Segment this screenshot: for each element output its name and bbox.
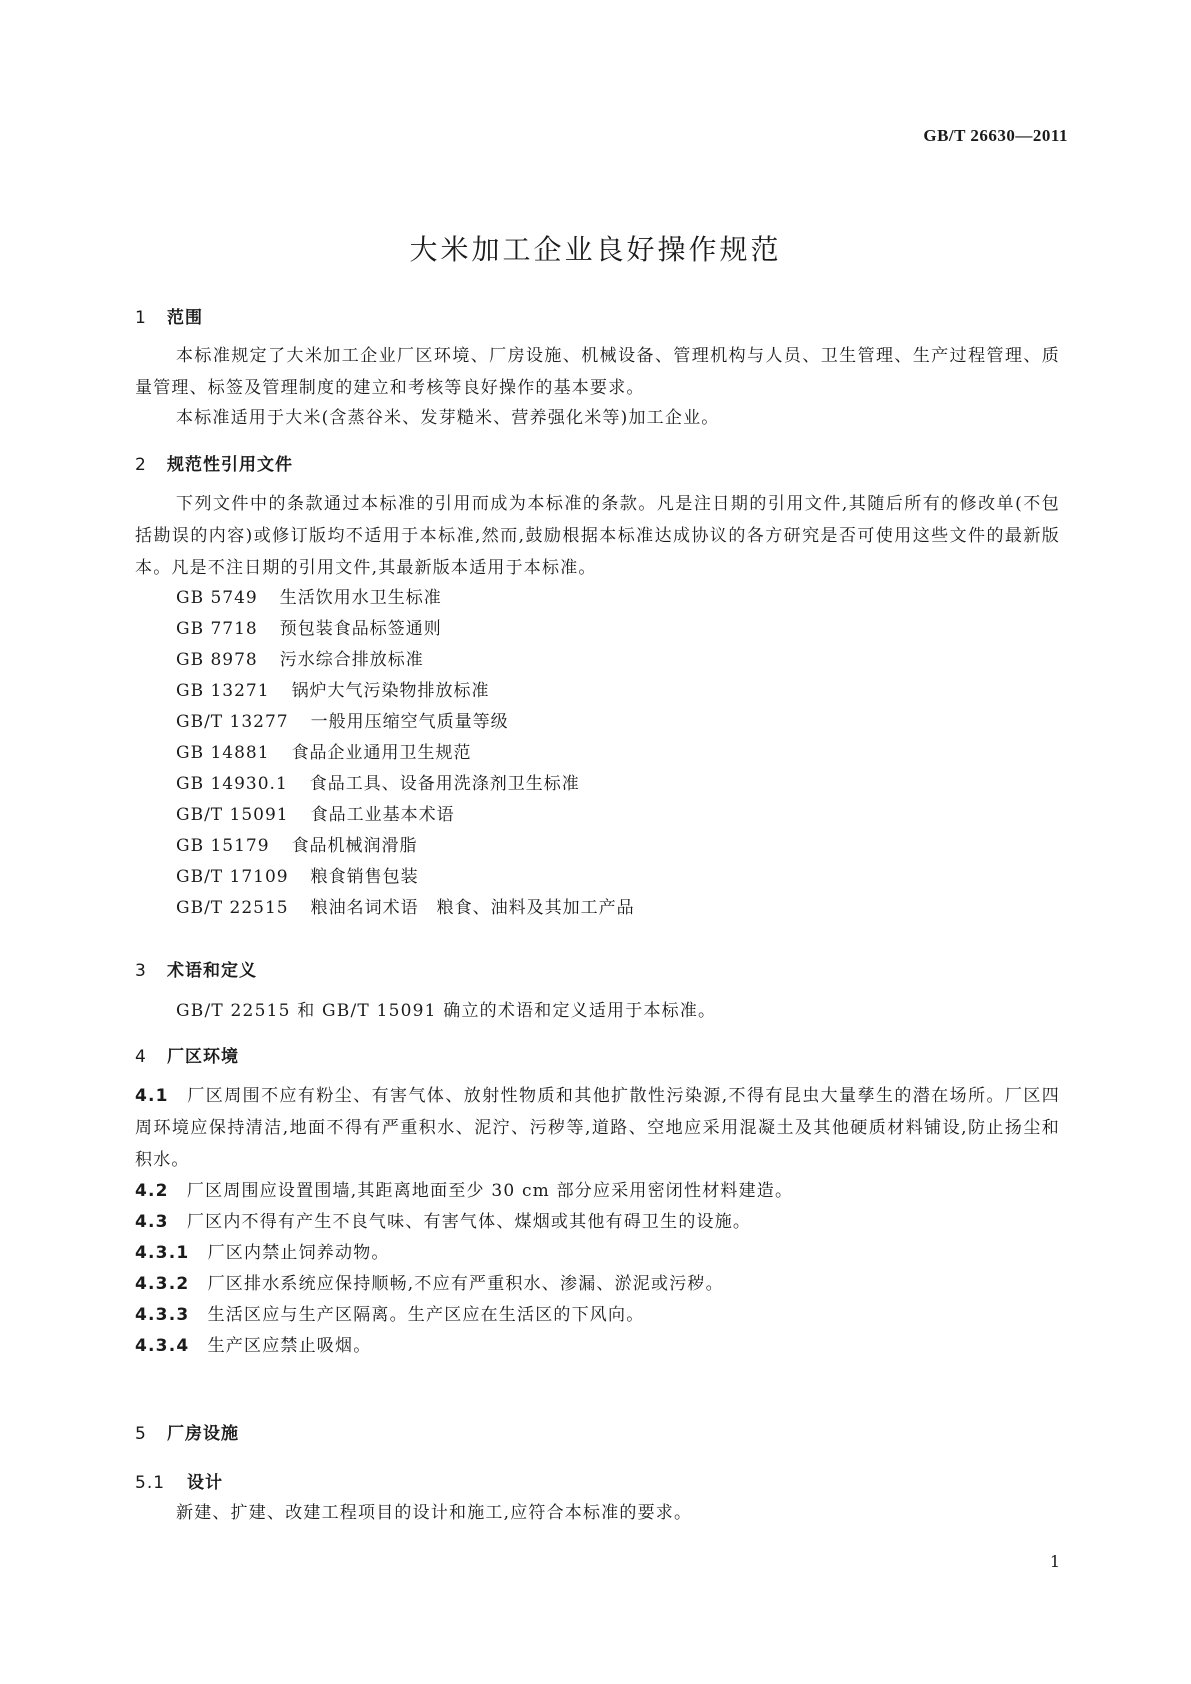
reference-item: [176, 613, 442, 645]
reference-name: 食品企业通用卫生规范: [291, 743, 472, 763]
document-title: 大米加工企业良好操作规范: [409, 233, 782, 266]
clause-4-3: [135, 1206, 1060, 1238]
clause-text: 厂区排水系统应保持顺畅,不应有严重积水、渗漏、淤泥或污秽。: [207, 1274, 724, 1294]
section-number: 3: [135, 961, 147, 981]
clause-number: 4.3.2: [135, 1274, 190, 1294]
reference-name: 食品工具、设备用洗涤剂卫生标准: [309, 774, 580, 794]
reference-name: 食品机械润滑脂: [291, 836, 418, 856]
clause-text: 生产区应禁止吸烟。: [207, 1336, 372, 1356]
clause-text: 厂区周围应设置围墙,其距离地面至少 30 cm 部分应采用密闭性材料建造。: [186, 1181, 794, 1201]
section-number: 2: [135, 455, 147, 475]
reference-item: [176, 706, 509, 738]
reference-item: [176, 644, 424, 676]
reference-item: [176, 675, 490, 707]
section-title: 规范性引用文件: [167, 455, 293, 475]
clause-4-3-3: [135, 1299, 1060, 1331]
reference-code: GB 14930.1: [176, 774, 288, 794]
reference-code: GB 7718: [176, 619, 258, 639]
reference-name: 食品工业基本术语: [310, 805, 455, 825]
clause-number: 4.1: [135, 1086, 169, 1106]
reference-code: GB/T 17109: [176, 867, 289, 887]
standard-number: GB/T 26630—2011: [923, 126, 1068, 145]
subsection-title: 设计: [187, 1473, 223, 1493]
reference-name: 一般用压缩空气质量等级: [310, 712, 509, 732]
section-1-paragraph-1: 本标准规定了大米加工企业厂区环境、厂房设施、机械设备、管理机构与人员、卫生管理、生产过程管理、质量管理、标签及管理制度的建立和考核等良好操作的基本要求。: [135, 346, 1060, 398]
section-title: 厂房设施: [167, 1424, 239, 1444]
section-title: 厂区环境: [167, 1047, 239, 1067]
section-number: 5: [135, 1424, 147, 1444]
clause-text: 厂区周围不应有粉尘、有害气体、放射性物质和其他扩散性污染源,不得有昆虫大量孳生的潜在场所。厂区四周环境应保持清洁,地面不得有严重积水、泥泞、污秽等,道路、空地应采用混凝土及其他硬质材料铺设,防止扬尘和积水。: [135, 1086, 1060, 1170]
reference-name: 预包装食品标签通则: [279, 619, 442, 639]
clause-text: 厂区内禁止饲养动物。: [207, 1243, 390, 1263]
clause-4-3-2: [135, 1268, 1060, 1300]
reference-name: 生活饮用水卫生标准: [279, 588, 442, 608]
section-title: 范围: [167, 308, 203, 328]
reference-item: [176, 861, 419, 893]
reference-item: [176, 892, 635, 924]
section-title: 术语和定义: [167, 961, 257, 981]
reference-code: GB 8978: [176, 650, 258, 670]
clause-number: 4.2: [135, 1181, 169, 1201]
section-1-paragraph-2: 本标准适用于大米(含蒸谷米、发芽糙米、营养强化米等)加工企业。: [176, 408, 720, 428]
clause-number: 4.3.1: [135, 1243, 190, 1263]
reference-item: [176, 582, 442, 614]
reference-code: GB 14881: [176, 743, 270, 763]
subsection-number: 5.1: [135, 1473, 166, 1493]
reference-code: GB 5749: [176, 588, 258, 608]
reference-item: [176, 737, 472, 769]
clause-number: 4.3: [135, 1212, 169, 1232]
section-number: 1: [135, 308, 147, 328]
section-number: 4: [135, 1047, 147, 1067]
reference-item: [176, 799, 455, 831]
clause-number: 4.3.3: [135, 1305, 190, 1325]
clause-text: 厂区内不得有产生不良气味、有害气体、煤烟或其他有碍卫生的设施。: [186, 1212, 752, 1232]
reference-code: GB 13271: [176, 681, 270, 701]
section-2-heading: [135, 450, 293, 475]
clause-4-1: [135, 1080, 1060, 1176]
reference-name: 粮油名词术语 粮食、油料及其加工产品: [310, 898, 635, 918]
page-number: 1: [1049, 1552, 1060, 1571]
reference-item: [176, 768, 580, 800]
section-4-heading: [135, 1042, 239, 1067]
reference-name: 粮食销售包装: [310, 867, 419, 887]
subsection-5-1-paragraph-1: 新建、扩建、改建工程项目的设计和施工,应符合本标准的要求。: [176, 1503, 693, 1523]
section-3-paragraph-1: GB/T 22515 和 GB/T 15091 确立的术语和定义适用于本标准。: [176, 1001, 717, 1021]
clause-4-3-1: [135, 1237, 1060, 1269]
clause-4-2: [135, 1175, 1060, 1207]
reference-code: GB/T 22515: [176, 898, 289, 918]
section-5-heading: [135, 1419, 239, 1444]
reference-item: [176, 830, 418, 862]
reference-code: GB 15179: [176, 836, 270, 856]
reference-code: GB/T 15091: [176, 805, 289, 825]
reference-name: 污水综合排放标准: [279, 650, 424, 670]
reference-code: GB/T 13277: [176, 712, 289, 732]
clause-4-3-4: [135, 1330, 1060, 1362]
section-2-paragraph-1: 下列文件中的条款通过本标准的引用而成为本标准的条款。凡是注日期的引用文件,其随后所有的修改单(不包括勘误的内容)或修订版均不适用于本标准,然而,鼓励根据本标准达成协议的各方研究是否可使用这些文件的最新版本。凡是不注日期的引用文件,其最新版本适用于本标准。: [135, 494, 1060, 578]
section-1-heading: [135, 303, 203, 328]
reference-name: 锅炉大气污染物排放标准: [291, 681, 490, 701]
subsection-5-1-heading: [135, 1468, 223, 1493]
clause-number: 4.3.4: [135, 1336, 190, 1356]
clause-text: 生活区应与生产区隔离。生产区应在生活区的下风向。: [207, 1305, 645, 1325]
section-3-heading: [135, 956, 257, 981]
